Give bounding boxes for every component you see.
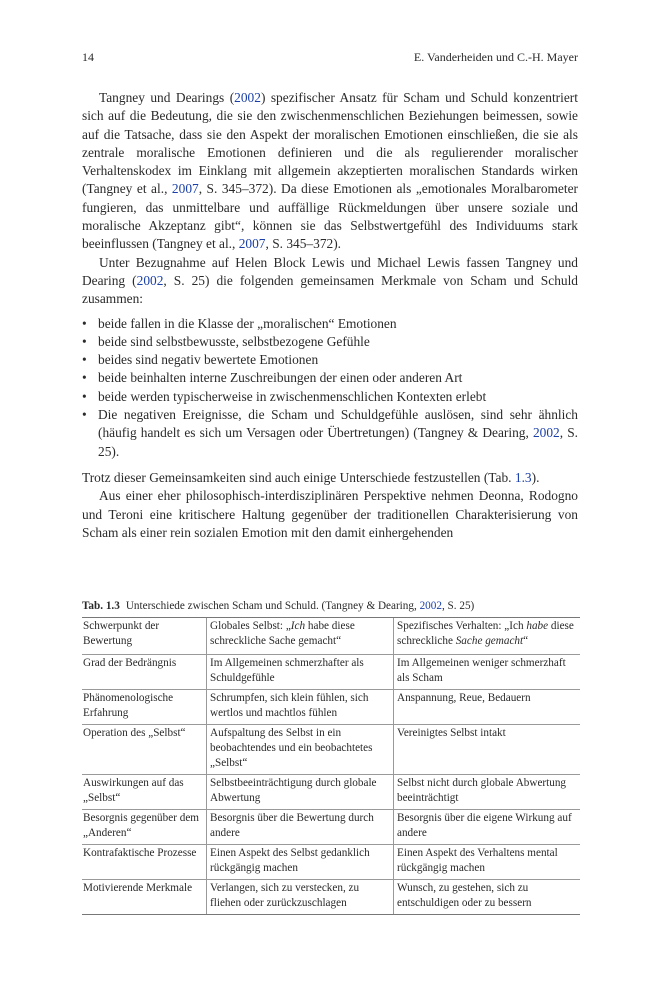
table-cell: Besorgnis gegenüber dem „Anderen“ [82,810,207,845]
table-label: Tab. 1.3 [82,600,120,612]
table-cell: Im Allgemeinen weniger schmerzhaft als Scham [394,655,581,690]
table-cell: Vereinigtes Selbst intakt [394,725,581,775]
table-row [82,655,580,690]
text-run: ). [531,469,540,485]
text-run: Unter Bezugnahme auf Helen Block Lewis und Michael Lewis fassen Tangney und Dearing ( [82,254,578,288]
table-cell: Aufspaltung des Selbst in ein beobachtendes und ein beobachtetes „Selbst“ [207,725,394,775]
table-cell: Selbst nicht durch globale Abwertung beeinträchtigt [394,775,581,810]
table-cell: Auswirkungen auf das „Selbst“ [82,775,207,810]
table-cell: Schwerpunkt der Bewertung [82,618,207,655]
text-run: Unterschiede zwischen Scham und Schuld. (Tangney & Dearing, [125,600,420,612]
text-run: , S. 25) die folgenden gemeinsamen Merkmale von Scham und Schuld zusammen: [82,272,579,307]
text-run: , S. 345–372). Da diese Emotionen als „emotionales Moralbarometer fungieren, das unmittelbare und auffällige Rückmeldungen über unsere soziale und moralische Akzeptanz gibt“, können sie das Selbstwertgefühl des Individuums stark beeinflussen (Tangney et al., [82,181,578,252]
bullet-item: • beide beinhalten interne Zuschreibungen der einen oder anderen Art [82,369,578,387]
table-cell: Einen Aspekt des Verhaltens mental rückgängig machen [394,845,581,880]
citation-link[interactable]: 2007 [238,236,266,252]
table-cell: Wunsch, zu gestehen, sich zu entschuldigen oder zu bessern [394,880,581,915]
text-run: “ [523,635,529,647]
table-cell: Einen Aspekt des Selbst gedanklich rückgängig machen [207,845,394,880]
body-text [82,89,578,542]
italic-run: Ich [290,620,306,632]
table-cell: Operation des „Selbst“ [82,725,207,775]
paragraph-3 [82,469,578,487]
table-caption [82,599,578,613]
citation-link[interactable]: 2002 [234,90,261,105]
citation-link[interactable]: 2002 [136,272,164,288]
text-run: Globales Selbst: „ [210,620,291,632]
text-run: Tangney und Dearings ( [99,90,235,105]
text-run: , S. 25). [98,425,578,459]
table-cell: Kontrafaktische Prozesse [82,845,207,880]
table-row [82,690,580,725]
bullet-item: • beide sind selbstbewusste, selbstbezogene Gefühle [82,333,578,351]
citation-link[interactable]: 2002 [419,600,442,612]
table-row [82,845,580,880]
text-run: , S. 25) [441,600,475,612]
text-run: ) spezifischer Ansatz für Scham und Schuld konzentriert sich auf die Bedeutung, die sie den zwischenmenschlichen Beziehungen beimessen, sowie auf die Tatsache, dass sie den Aspekt der moralischen Emotionen einschließen, die sie als zentrale moralische Emotionen definieren und die als regulierender moralischer Verhaltenskodex im Einklang mit allgemein akzeptierten moralischen Standards wirken (Tangney et al., [82,90,578,197]
text-run: diese schreckliche [397,620,574,647]
citation-link[interactable]: 2002 [532,425,560,441]
page-header [82,50,578,68]
paragraph-1 [82,89,578,254]
table-row [82,725,580,775]
table-cell: Verlangen, sich zu verstecken, zu fliehen oder zurückzuschlagen [207,880,394,915]
text-run: , S. 345–372). [265,236,342,252]
table-header-row [82,618,580,655]
table-cell: Besorgnis über die eigene Wirkung auf andere [394,810,581,845]
table-row [82,880,580,915]
text-run: Trotz dieser Gemeinsamkeiten sind auch einige Unterschiede festzustellen (Tab. [82,469,515,485]
italic-run: Sache gemacht [455,635,524,647]
text-run: Spezifisches Verhalten: „Ich [397,620,527,632]
table-cell: Phänomenologische Erfahrung [82,690,207,725]
table-row [82,775,580,810]
table-cell: Anspannung, Reue, Bedauern [394,690,581,725]
text-run: habe diese schreckliche Sache gemacht“ [210,620,355,647]
bullet-item [82,406,578,461]
table-cell [207,618,394,655]
table-reference-link[interactable]: 1.3 [514,469,532,485]
page-number: 14 [82,50,94,64]
comparison-table [82,617,580,915]
bullet-item: • beide fallen in die Klasse der „moralischen“ Emotionen [82,315,578,333]
table-cell: Schrumpfen, sich klein fühlen, sich wertlos und machtlos fühlen [207,690,394,725]
table-cell: Selbstbeeinträchtigung durch globale Abwertung [207,775,394,810]
running-head: E. Vanderheiden und C.-H. Mayer [413,50,578,64]
citation-link[interactable]: 2007 [171,181,199,197]
table-row [82,810,580,845]
text-run: Die negativen Ereignisse, die Scham und Schuldgefühle auslösen, sind sehr ähnlich (häufig handelt es sich um Versagen oder Übertretungen) (Tangney & Dearing, [98,407,578,441]
table-cell: Grad der Bedrängnis [82,655,207,690]
table-cell [394,618,581,655]
table-cell: Motivierende Merkmale [82,880,207,915]
paragraph-4: Aus einer eher philosophisch-interdisziplinären Perspektive nehmen Deonna, Rodogno und Teroni eine kritischere Haltung gegenüber der traditionellen Charakterisierung von Scham als einer rein sozialen Emotion mit den damit einhergehenden [82,488,578,540]
table-cell: Im Allgemeinen schmerzhafter als Schuldgefühle [207,655,394,690]
paragraph-2 [82,254,578,309]
italic-run: habe [526,620,549,632]
table-cell: Besorgnis über die Bewertung durch andere [207,810,394,845]
bullet-item: • beides sind negativ bewertete Emotionen [82,351,578,369]
bullet-item: • beide werden typischerweise in zwischenmenschlichen Kontexten erlebt [82,388,578,406]
bullet-list [82,315,578,461]
